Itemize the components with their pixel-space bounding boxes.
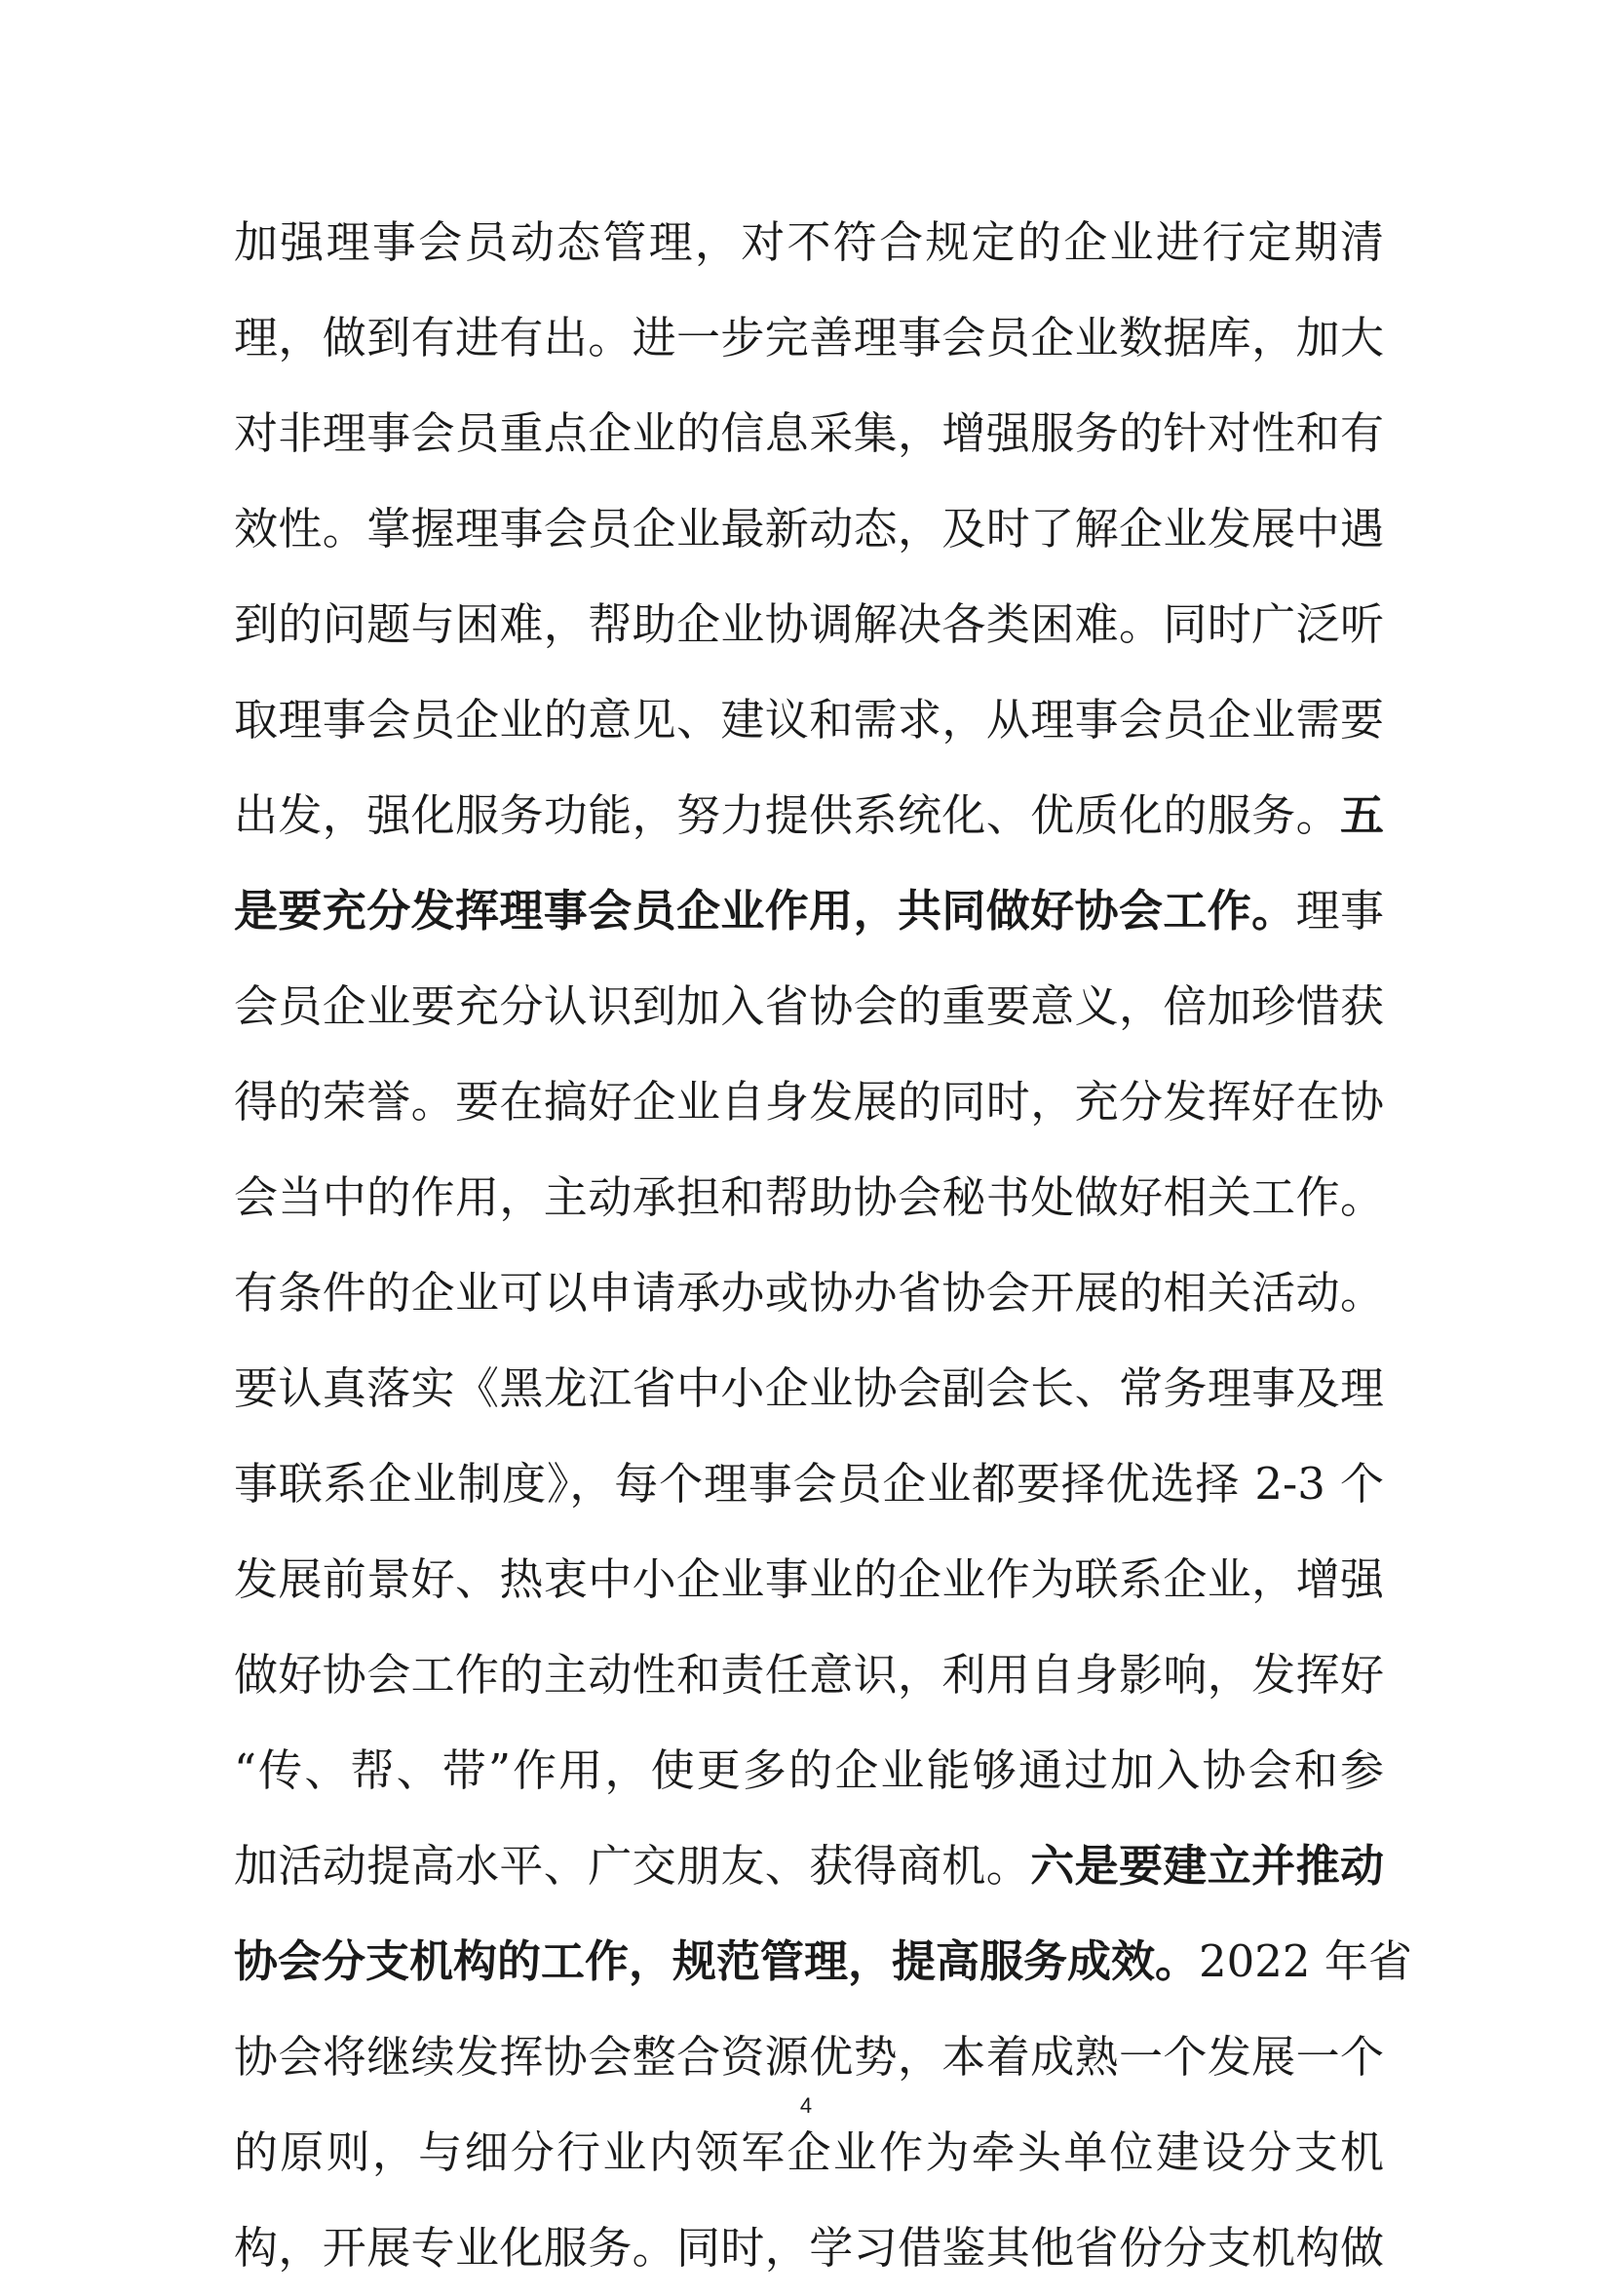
text-segment: “传、帮、带”作用，使更多的企业能够通过加入协会和参 [234, 1744, 1384, 1796]
body-text [234, 195, 1412, 2296]
text-line [234, 577, 1384, 672]
text-line [234, 1532, 1384, 1627]
text-segment: 有条件的企业可以申请承办或协办省协会开展的相关活动。 [234, 1267, 1384, 1319]
page-number: 4 [799, 2093, 813, 2118]
text-segment: 出发，强化服务功能，努力提供系统化、优质化的服务。 [234, 789, 1340, 841]
bold-text-segment: 五 [1339, 789, 1384, 841]
text-segment: 理，做到有进有出。进一步完善理事会员企业数据库，加大 [234, 312, 1384, 364]
text-segment: 得的荣誉。要在搞好企业自身发展的同时，充分发挥好在协 [234, 1076, 1384, 1128]
text-line [234, 195, 1384, 290]
text-segment: 理事 [1295, 885, 1384, 937]
bold-text-segment: 六是要建立并推动 [1030, 1840, 1384, 1892]
text-line [234, 1723, 1384, 1818]
text-segment: 取理事会员企业的意见、建议和需求，从理事会员企业需要 [234, 694, 1384, 746]
text-segment: 会员企业要充分认识到加入省协会的重要意义，倍加珍惜获 [234, 980, 1384, 1032]
text-segment: 到的问题与困难，帮助企业协调解决各类困难。同时广泛听 [234, 598, 1384, 650]
text-line [234, 1054, 1384, 1150]
text-segment: 效性。掌握理事会员企业最新动态，及时了解企业发展中遇 [234, 503, 1384, 555]
text-segment: 发展前景好、热衷中小企业事业的企业作为联系企业，增强 [234, 1553, 1384, 1605]
text-line [234, 481, 1384, 577]
bold-text-segment: 是要充分发挥理事会员企业作用，共同做好协会工作。 [234, 885, 1296, 937]
text-line [234, 1150, 1384, 1245]
text-line [234, 290, 1384, 386]
text-segment: 事联系企业制度》，每个理事会员企业都要择优选择 2-3 个 [234, 1458, 1384, 1510]
text-segment: 构，开展专业化服务。同时，学习借鉴其他省份分支机构做 [234, 2222, 1384, 2274]
text-segment: 协会将继续发挥协会整合资源优势，本着成熟一个发展一个 [234, 2031, 1384, 2083]
text-line [234, 386, 1384, 481]
text-line [234, 672, 1384, 768]
text-line [234, 1818, 1384, 1914]
text-segment: 加强理事会员动态管理，对不符合规定的企业进行定期清 [234, 216, 1384, 268]
text-segment: 对非理事会员重点企业的信息采集，增强服务的针对性和有 [234, 407, 1384, 459]
bold-text-segment: 协会分支机构的工作，规范管理，提高服务成效。 [234, 1935, 1200, 1987]
text-line [234, 2200, 1384, 2296]
text-line [234, 959, 1384, 1054]
text-segment: 加活动提高水平、广交朋友、获得商机。 [234, 1840, 1031, 1892]
text-line [234, 2009, 1384, 2105]
text-line [234, 1245, 1384, 1341]
text-segment: 的原则，与细分行业内领军企业作为牵头单位建设分支机 [234, 2126, 1384, 2178]
text-segment: 要认真落实《黑龙江省中小企业协会副会长、常务理事及理 [234, 1362, 1384, 1414]
text-segment: 做好协会工作的主动性和责任意识，利用自身影响，发挥好 [234, 1649, 1384, 1701]
text-line [234, 1627, 1384, 1723]
text-line [234, 768, 1384, 863]
text-line [234, 2105, 1384, 2200]
text-line [234, 1436, 1384, 1532]
text-line [234, 1914, 1412, 2009]
text-segment: 会当中的作用，主动承担和帮助协会秘书处做好相关工作。 [234, 1171, 1384, 1223]
text-line [234, 863, 1384, 959]
text-segment: 2022 年省 [1199, 1935, 1412, 1987]
text-line [234, 1341, 1384, 1436]
